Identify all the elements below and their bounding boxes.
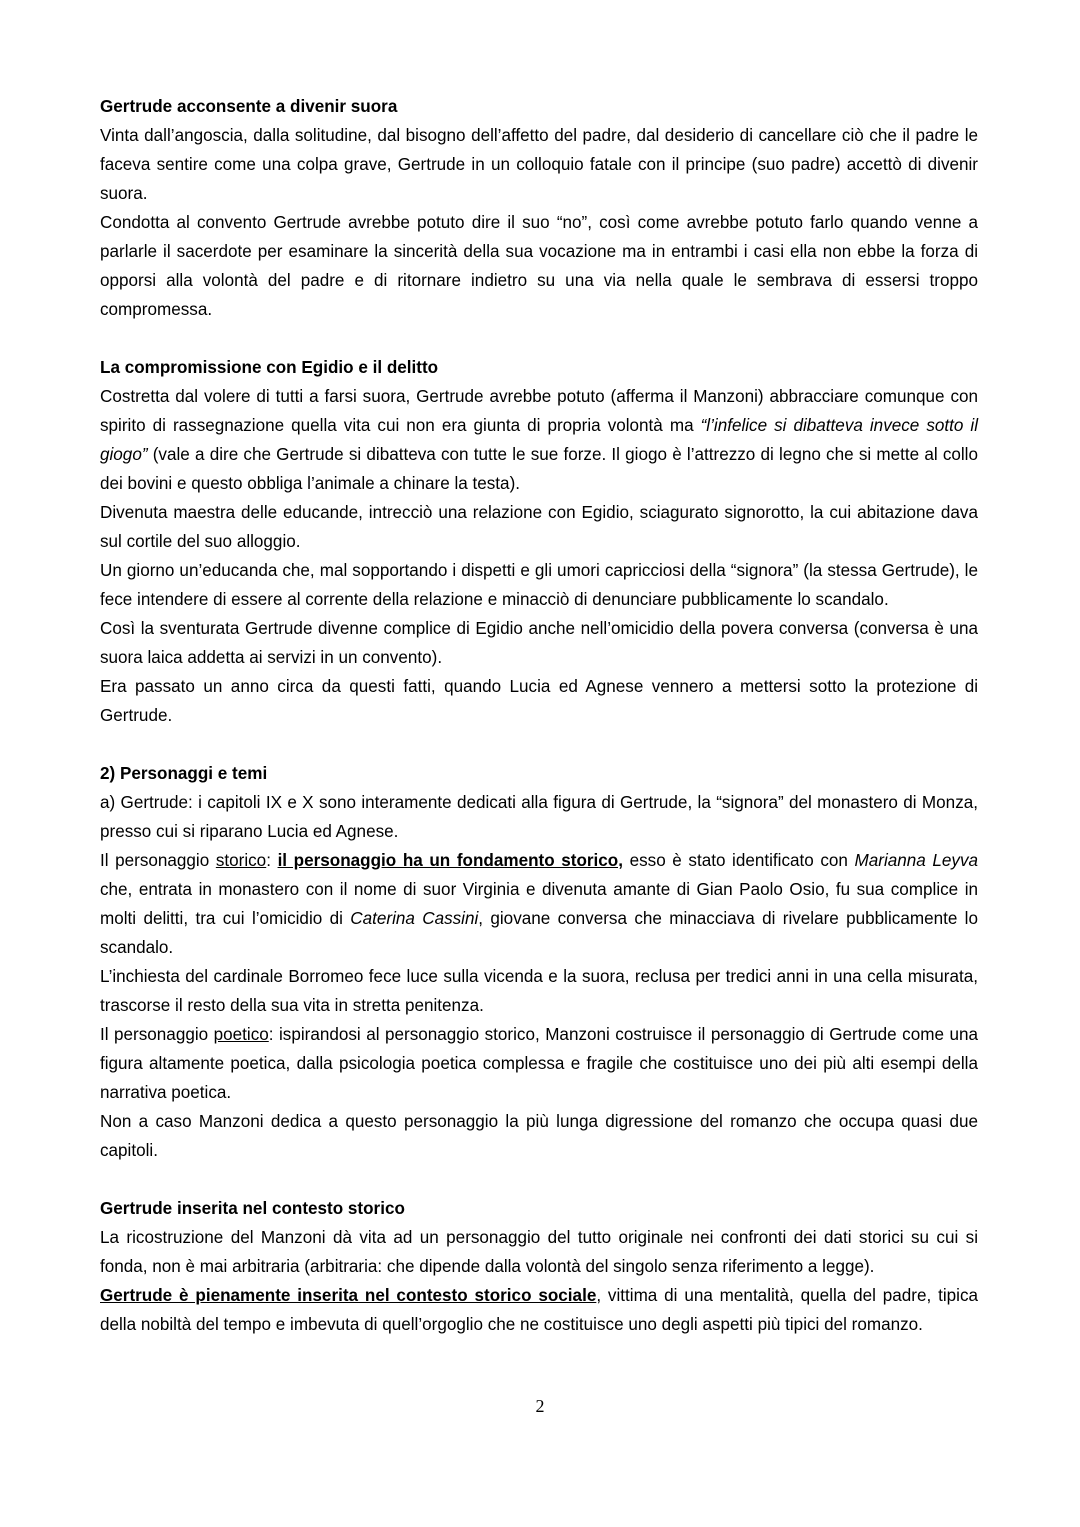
paragraph-vinta-dallangoscia: Vinta dall’angoscia, dalla solitudine, dal bisogno dell’affetto del padre, dal desiderio di cancellare ciò che il padre le faceva sentire come una colpa grave, Gertrude in un colloquio fatale con il principe (suo padre) accettò di divenir suora.	[100, 126, 978, 203]
paragraph-personaggio-storico	[100, 846, 978, 962]
paragraph-non-a-caso-manzoni: Non a caso Manzoni dedica a questo personaggio la più lunga digressione del romanzo che occupa quasi due capitoli.	[100, 1112, 978, 1160]
text-run-bold-underline: Gertrude è pienamente inserita nel contesto storico sociale	[100, 1286, 597, 1305]
text-run-italic: “l’infelice si dibatteva invece sotto il giogo”	[100, 416, 978, 464]
paragraph-divenuta-maestra: Divenuta maestra delle educande, intrecciò una relazione con Egidio, sciagurato signorotto, la cui abitazione dava sul cortile del suo alloggio.	[100, 503, 978, 551]
text-run-underline: poetico	[213, 1025, 269, 1044]
paragraph-a-gertrude-capitoli: a) Gertrude: i capitoli IX e X sono interamente dedicati alla figura di Gertrude, la “signora” del monastero di Monza, presso cui si riparano Lucia ed Agnese.	[100, 793, 978, 841]
paragraph-cosi-la-sventurata: Così la sventurata Gertrude divenne complice di Egidio anche nell’omicidio della povera conversa (conversa è una suora laica addetta ai servizi in un convento).	[100, 619, 978, 667]
section-spacer	[100, 1165, 978, 1194]
text-run-plain: (vale a dire che Gertrude si dibatteva con tutte le sue forze. Il giogo è l’attrezzo di legno che si mette al collo dei bovini e questo obbliga l’animale a chinare la testa).	[100, 445, 978, 493]
text-run-plain: Il personaggio	[100, 1025, 214, 1044]
paragraph-la-ricostruzione-manzoni: La ricostruzione del Manzoni dà vita ad un personaggio del tutto originale nei confronti dei dati storici su cui si fonda, non è mai arbitraria (arbitraria: che dipende dalla volontà del singolo senza riferimento a legge).	[100, 1228, 978, 1276]
paragraph-linchiesta-borromeo: L’inchiesta del cardinale Borromeo fece luce sulla vicenda e la suora, reclusa per tredici anni in una cella misurata, trascorse il resto della sua vita in stretta penitenza.	[100, 967, 978, 1015]
text-run-plain: , vittima di una mentalità, quella del padre, tipica della nobiltà del tempo e imbevuta di quell’orgoglio che ne costituisce uno degli aspetti più tipici del romanzo.	[100, 1286, 978, 1334]
paragraph-gertrude-pienamente-inserita	[100, 1281, 978, 1339]
section-heading-personaggi-e-temi: 2) Personaggi e temi	[100, 764, 268, 783]
text-run-bold-underline: il personaggio ha un fondamento storico,	[277, 851, 623, 870]
text-run-plain: esso è stato identificato con	[623, 851, 855, 870]
section-heading-la-compromissione: La compromissione con Egidio e il delitto	[100, 358, 439, 377]
paragraph-un-giorno-uneducanda: Un giorno un’educanda che, mal sopportando i dispetti e gli umori capricciosi della “signora” (la stessa Gertrude), le fece intendere di essere al corrente della relazione e minacciò di denunciare pubblicamente lo scandalo.	[100, 561, 978, 609]
paragraph-costretta-dal-volere	[100, 382, 978, 498]
section-spacer	[100, 730, 978, 759]
text-run-italic: Marianna Leyva	[854, 851, 979, 870]
paragraph-personaggio-poetico	[100, 1020, 978, 1107]
page-number: 2	[535, 1396, 545, 1416]
text-run-plain: Costretta dal volere di tutti a farsi suora, Gertrude avrebbe potuto (afferma il Manzoni) abbracciare comunque con spirito di rassegnazione quella vita cui non era giunta di propria volontà ma	[100, 387, 978, 435]
text-run-italic: Caterina Cassini	[350, 909, 479, 928]
text-run-plain: che, entrata in monastero con il nome di suor Virginia e divenuta amante di Gian Paolo Osio, fu sua complice in molti delitti, tra cui l’omicidio di	[100, 880, 978, 928]
document-body	[100, 92, 978, 1339]
section-heading-gertrude-acconsente: Gertrude acconsente a divenir suora	[100, 97, 398, 116]
text-run-plain: : ispirandosi al personaggio storico, Manzoni costruisce il personaggio di Gertrude come una figura altamente poetica, dalla psicologia poetica complessa e fragile che costituisce uno dei più alti esempi della narrativa poetica.	[100, 1025, 978, 1102]
text-run-plain: :	[266, 851, 278, 870]
section-spacer	[100, 324, 978, 353]
paragraph-condotta-al-convento: Condotta al convento Gertrude avrebbe potuto dire il suo “no”, così come avrebbe potuto farlo quando venne a parlarle il sacerdote per esaminare la sincerità della sua vocazione ma in entrambi i casi ella non ebbe la forza di opporsi alla volontà del padre e di ritornare indietro su una via nella quale le sembrava di essersi troppo compromessa.	[100, 213, 978, 319]
text-run-plain: Il personaggio	[100, 851, 216, 870]
paragraph-era-passato-un-anno: Era passato un anno circa da questi fatti, quando Lucia ed Agnese vennero a mettersi sotto la protezione di Gertrude.	[100, 677, 978, 725]
text-run-plain: , giovane conversa che minacciava di rivelare pubblicamente lo scandalo.	[100, 909, 978, 957]
section-heading-gertrude-contesto-storico: Gertrude inserita nel contesto storico	[100, 1199, 405, 1218]
text-run-underline: storico	[215, 851, 267, 870]
